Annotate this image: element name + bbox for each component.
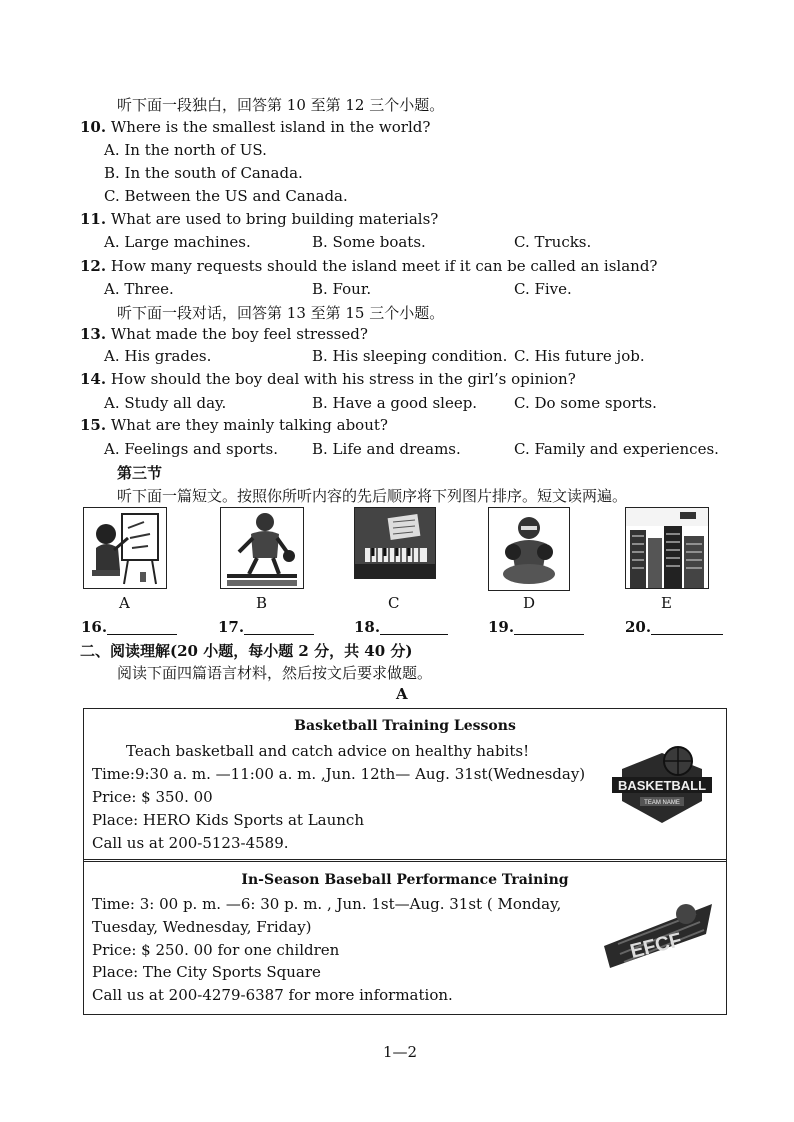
blank-number-18: 18. <box>354 618 381 636</box>
logo-text: BASKETBALL <box>617 778 707 793</box>
answer-blank-17[interactable] <box>244 634 314 635</box>
blank-number-16: 16. <box>81 618 108 636</box>
question-text: What are used to bring building materials? <box>110 210 439 228</box>
passage-label: A <box>396 685 408 703</box>
picture-d-boxer <box>488 507 570 591</box>
picture-label-e: E <box>661 594 672 612</box>
reading-section-title: 二、阅读理解(20 小题，每小题 2 分，共 40 分) <box>80 642 413 660</box>
part3-title: 第三节 <box>117 464 163 482</box>
answer-blank-19[interactable] <box>514 634 584 635</box>
picture-label-a: A <box>119 594 130 612</box>
question-12 <box>80 257 657 275</box>
q15-option-a: A. Feelings and sports. <box>104 440 279 458</box>
picture-label-c: C <box>388 594 400 612</box>
question-number: 13. <box>80 325 107 343</box>
question-text: Where is the smallest island in the world? <box>110 118 431 136</box>
q10-option-a: A. In the north of US. <box>104 141 267 159</box>
ad2-price: Price: $ 250. 00 for one children <box>92 941 340 959</box>
question-number: 15. <box>80 416 107 434</box>
section-instruction-monologue: 听下面一段独白，回答第 10 至第 12 三个小题。 <box>117 96 445 114</box>
section-instruction-dialogue: 听下面一段对话，回答第 13 至第 15 三个小题。 <box>117 304 445 322</box>
question-11 <box>80 210 438 228</box>
q10-option-c: C. Between the US and Canada. <box>104 187 348 205</box>
question-text: How should the boy deal with his stress in the girl’s opinion? <box>110 370 576 388</box>
ad1-time: Time:9:30 a. m. —11:00 a. m. ,Jun. 12th— Aug. 31st(Wednesday) <box>92 765 586 783</box>
ad2-time-line2: Tuesday, Wednesday, Friday) <box>92 918 312 936</box>
logo-text: EFCF <box>628 929 684 963</box>
ad2-call: Call us at 200-4279-6387 for more information. <box>92 986 453 1004</box>
ad1-title: Basketball Training Lessons <box>294 718 516 734</box>
answer-blank-20[interactable] <box>651 634 723 635</box>
picture-a-painting <box>83 507 167 589</box>
picture-e-buildings <box>625 507 709 589</box>
blank-number-17: 17. <box>218 618 245 636</box>
q13-option-c: C. His future job. <box>514 347 645 365</box>
ad-basketball-training <box>83 708 727 862</box>
picture-b-basketball-player <box>220 507 304 589</box>
q13-option-b: B. His sleeping condition. <box>312 347 508 365</box>
blank-number-20: 20. <box>625 618 652 636</box>
q10-option-b: B. In the south of Canada. <box>104 164 303 182</box>
baseball-logo-icon <box>600 894 718 976</box>
reading-instruction: 阅读下面四篇语言材料，然后按文后要求做题。 <box>117 664 433 682</box>
question-number: 11. <box>80 210 107 228</box>
question-text: What made the boy feel stressed? <box>110 325 368 343</box>
ad2-place: Place: The City Sports Square <box>92 963 321 981</box>
q14-option-c: C. Do some sports. <box>514 394 657 412</box>
ad1-price: Price: $ 350. 00 <box>92 788 213 806</box>
picture-label-d: D <box>523 594 536 612</box>
basketball-logo-icon <box>606 739 718 829</box>
question-number: 12. <box>80 257 107 275</box>
question-15 <box>80 416 388 434</box>
q11-option-a: A. Large machines. <box>104 233 251 251</box>
blank-number-19: 19. <box>488 618 515 636</box>
question-14 <box>80 370 576 388</box>
q11-option-b: B. Some boats. <box>312 233 426 251</box>
question-text: How many requests should the island meet if it can be called an island? <box>110 257 658 275</box>
question-number: 10. <box>80 118 107 136</box>
q11-option-c: C. Trucks. <box>514 233 592 251</box>
q14-option-a: A. Study all day. <box>104 394 227 412</box>
ad2-time-line1: Time: 3: 00 p. m. —6: 30 p. m. , Jun. 1st—Aug. 31st ( Monday, <box>92 895 562 913</box>
picture-label-b: B <box>256 594 268 612</box>
q13-option-a: A. His grades. <box>104 347 212 365</box>
page-number: 1—2 <box>383 1043 418 1061</box>
question-number: 14. <box>80 370 107 388</box>
q15-option-b: B. Life and dreams. <box>312 440 461 458</box>
part3-instruction: 听下面一篇短文。按照你所听内容的先后顺序将下列图片排序。短文读两遍。 <box>117 487 628 505</box>
q12-option-a: A. Three. <box>104 280 174 298</box>
ad2-title: In-Season Baseball Performance Training <box>241 872 569 888</box>
logo-subtext: TEAM NAME <box>644 800 680 806</box>
q12-option-c: C. Five. <box>514 280 572 298</box>
question-13 <box>80 325 368 343</box>
picture-c-piano <box>354 507 436 579</box>
question-text: What are they mainly talking about? <box>110 416 388 434</box>
q12-option-b: B. Four. <box>312 280 372 298</box>
ad1-intro: Teach basketball and catch advice on healthy habits! <box>126 742 530 760</box>
ad1-call: Call us at 200-5123-4589. <box>92 834 289 852</box>
answer-blank-18[interactable] <box>380 634 448 635</box>
ad-baseball-training <box>83 859 727 1015</box>
answer-blank-16[interactable] <box>107 634 177 635</box>
q14-option-b: B. Have a good sleep. <box>312 394 478 412</box>
question-10 <box>80 118 430 136</box>
ad1-place: Place: HERO Kids Sports at Launch <box>92 811 364 829</box>
q15-option-c: C. Family and experiences. <box>514 440 719 458</box>
